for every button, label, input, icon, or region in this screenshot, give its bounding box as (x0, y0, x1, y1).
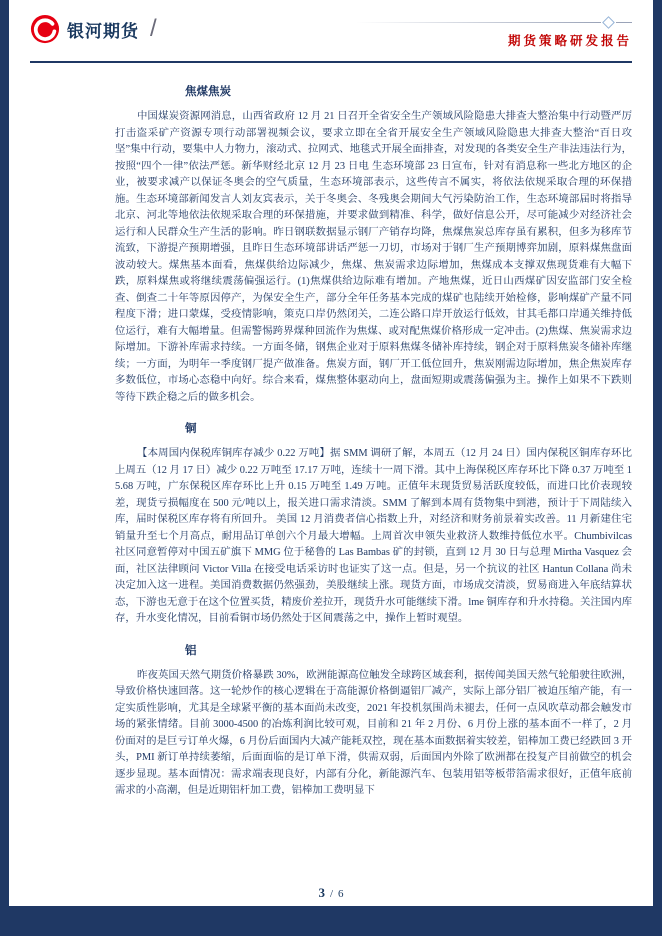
left-edge-bar (0, 0, 9, 936)
right-edge-bar (653, 0, 662, 936)
decorative-line-tail (616, 22, 632, 23)
section-coking-coal (115, 84, 632, 406)
header-rule (30, 61, 632, 63)
header-right (332, 16, 632, 49)
section-paragraph-coking-coal: 中国煤炭资源网消息，山西省政府 12 月 21 日召开全省安全生产领域风险隐患大排查大整治集中行动暨严厉打击盗采矿产资源专项行动部署视频会议，要求立即在全省开展安全生产领域风险隐患大排查大整治“百日攻坚”集中行动，要集中人力物力，滚动式、拉网式、地毯式开展全面排查，对发现的各类安全生产非法违法行为，按照“四个一律”依法严惩。新华财经北京 12 月 23 日电 生态环境部 23 日宣布，针对有消息称一些北方地区的企业，被要求减产以保证冬奥会的空气质量，生态环境部表示，这些传言不属实，将依法依规采取合理的环保措施。生态环境部新闻发言人刘友宾表示，关于冬奥会、冬残奥会期间大气污染防治工作，生态环境部届时将指导北京、河北等地依法依规采取合理的环保措施，并要求做到精准、科学，做好信息公开，尽可能减少对经济社会运行和人民群众生产生活的影响。昨日钢联数据显示钢厂产销存均降，焦煤焦炭总库存虽有累积，但多为移库节流致，下游提产预期增强，且昨日生态环境部讲话严惩一刀切，市场对于钢厂生产预期博弈加剧，原料煤焦盘面波动较大。煤焦基本面看，焦煤供给边际减少，焦煤、焦炭需求边际增加，焦煤成本支撑双焦现货难有大幅下跌，原料煤焦或将继续震荡偏强运行。(1)焦煤供给边际难有增加。产地焦煤，近日山西煤矿因安监部门安全检查、倒查二十年等原因停产，为保安全生产，部分全年任务基本完成的煤矿也陆续开始检修，影响煤矿产量不同程度下滑；进口蒙煤，受疫情影响，策克口岸仍然闭关，二连公路口岸开放运行低效，甘其毛都口岸通关维持低位运行，难有大幅增量。但需警惕跨界煤种回流作为焦煤、或对配焦煤价格形成一定冲击。(2)焦煤、焦炭需求边际增加。下游补库需求持续。一方面冬储，钢焦企业对于原料焦煤冬储补库持续，钢企对于原料焦炭冬储补库继续；一方面，为明年一季度钢厂提产做准备。焦炭方面，钢厂开工低位回升，焦炭刚需边际增加，焦企焦炭库存多数低位，市场心态稳中向好。综合来看，煤焦整体驱动向上，盘面短期或震荡偏强为主。操作上如果不下跌则等待下跌企稳之后的做多机会。 (115, 111, 632, 403)
section-paragraph-copper: 【本周国内保税库铜库存减少 0.22 万吨】据 SMM 调研了解，本周五（12 月 24 日）国内保税区铜库存环比上周五（12 月 17 日）减少 0.22 万吨至 17.17 万吨，连续十一周下滑。其中上海保税区库存环比下降 0.37 万吨至 15.68 万吨，广东保税区库存环比上升 0.15 万吨至 1.49 万吨。正值年末现货贸易活跃度较低，而进口比价表现较差，现货亏损幅度在 500 元/吨以上，报关进口需求清淡。SMM 了解到本周有货物集中到港，预计于下周陆续入库，届时保税区库存将有所回升。 美国 12 月消费者信心指数上升，对经济和财务前景着实改善。11 月新建住宅销量升至七个月高点，耐用品订单创六个月最大增幅。上周首次申领失业救济人数维持低位水平。Chumbivilcas 社区同意暂停对中国五矿旗下 MMG 位于秘鲁的 Las Bambas 矿的封锁，直到 12 月 30 日与总理 Mirtha Vasquez 会面，社区法律顾问 Victor Villa 在接受电话采访时也证实了这一点。但是，另一个抗议的社区 Hantun Collana 尚未决定加入这一进程。美国消费数据仍然强劲，美股继续上涨。现货方面，市场成交清淡，贸易商进入年底结算状态，下游也无意于在这个位置买货，精废价差拉开，现货升水可能继续下滑。lme 铜库存和升水持稳。关注国内库存，升水变化情况，目前看铜市场仍然处于区间震荡之中，操作上暂时观望。 (115, 448, 632, 624)
report-header (30, 14, 632, 49)
section-paragraph-aluminum: 昨夜英国天然气期货价格暴跌 30%，欧洲能源高位触发全球跨区域套利，据传闻美国天然气轮船驶往欧洲，导致价格快速回落。这一轮炒作的核心逻辑在于高能源价格倒逼铝厂减产，实际上部分铝厂被迫压缩产能，有一定实质性影响，尤其是全球紧平衡的基本面尚未改变，2021 年投机氛围尚未褪去，任何一点风吹草动都会触发市场的紧张情绪。目前 3000-4500 的冶炼利润比较可观，目前和 21 年 2 月份、6 月份上涨的基本面不一样了，2 月份面对的是巨亏订单火爆，6 月份后面国内大减产能耗双控，现在基本面数据着实较差，铝棒加工费已经跌回 3 开头，PMI 新订单持续萎缩，后面面临的是订单下滑，供需双弱，后面国内外除了欧洲都在投复产目前做空的机会逐步显现。基本面情况：需求端表现良好，内部有分化，新能源汽车、包装用铝等板带箔需求很好，正值年底前需求的小高潮，但是近期铝杆加工费，铝棒加工费明显下 (115, 669, 632, 796)
page-number-total: 6 (338, 888, 344, 900)
brand-slash: / (150, 15, 157, 42)
section-copper (115, 421, 632, 628)
section-heading-aluminum: 铝 (185, 644, 197, 657)
brand-name: 银河期货 (67, 21, 139, 41)
bottom-edge-bar (0, 906, 662, 936)
page-number-current: 3 (318, 885, 325, 900)
diamond-icon (602, 16, 615, 29)
decorative-line (356, 22, 601, 23)
report-type-title: 期货策略研发报告 (507, 34, 632, 48)
page-footer (0, 884, 662, 902)
page-number-separator: / (329, 888, 334, 900)
section-heading-coking-coal: 焦煤焦炭 (185, 86, 231, 98)
section-aluminum (115, 643, 632, 800)
report-body (115, 84, 632, 800)
brand (30, 14, 157, 44)
header-decoration (332, 16, 632, 28)
section-heading-copper: 铜 (185, 423, 197, 435)
galaxy-logo-icon (30, 14, 60, 44)
